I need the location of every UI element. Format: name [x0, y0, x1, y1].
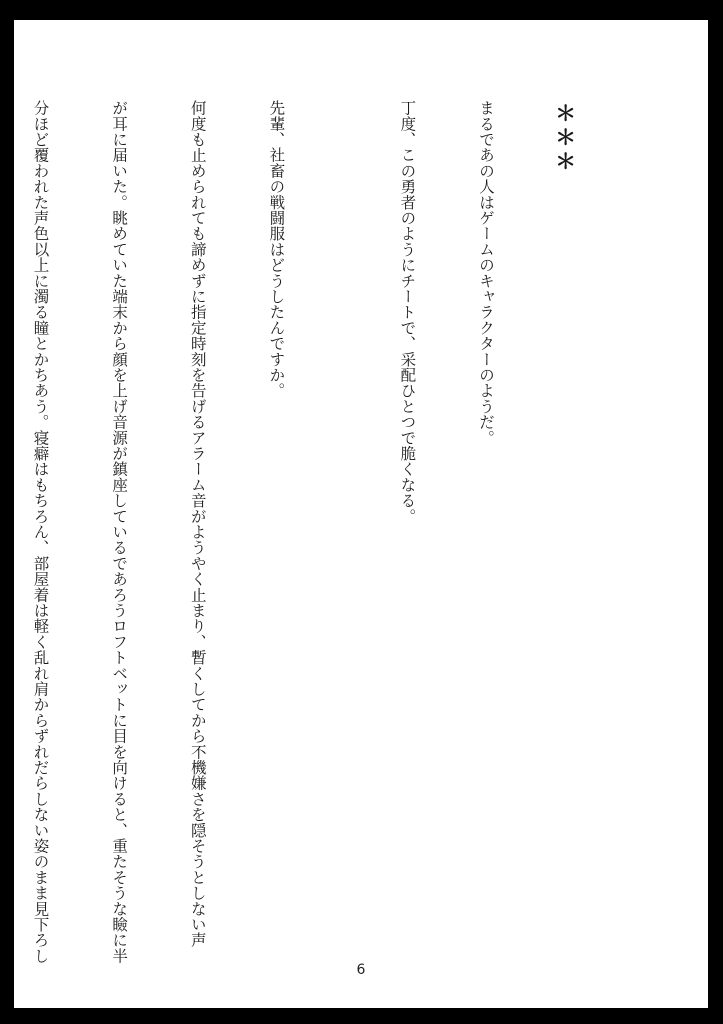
text-line: 何度も止められても諦めずに指定時刻を告げるアラーム音がようやく止まり、暫くしてから不機嫌さを隠そうとしない声: [188, 100, 207, 948]
text-line: 先輩、社畜の戦闘服はどうしたんですか。: [267, 100, 286, 399]
manuscript-page: [14, 20, 708, 1008]
vertical-text-column: [14, 100, 630, 985]
text-line: 丁度、この勇者のようにチートで、采配ひとつで脆くなる。: [398, 100, 417, 524]
page-number: 6: [356, 962, 366, 978]
text-line: が耳に届いた。眺めていた端末から顔を上げ音源が鎮座しているであろうロフトベットに目を向けると、重たそうな瞼に半: [110, 100, 129, 964]
section-break-mark: ＊＊＊: [552, 102, 578, 174]
text-line: まるであの人はゲームのキャラクターのようだ。: [476, 100, 495, 446]
text-line: 分ほど覆われた声色以上に濁る瞳とかちあう。寝癖はもちろん、部屋着は軽く乱れ肩からずれだらしない姿のまま見下ろし: [31, 100, 50, 964]
